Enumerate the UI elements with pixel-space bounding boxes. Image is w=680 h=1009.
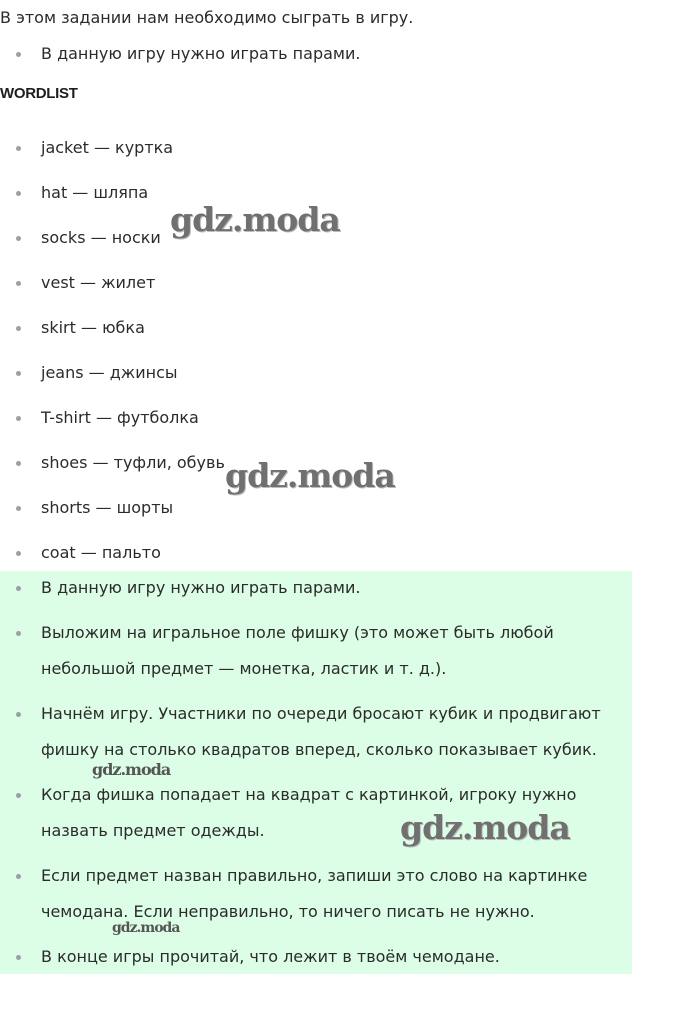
wordlist-item-text: T-shirt — футболка bbox=[41, 408, 199, 427]
bullet-dot bbox=[16, 281, 21, 286]
bullet-dot bbox=[16, 631, 21, 636]
bullet-dot bbox=[16, 586, 21, 591]
bullet-dot bbox=[16, 191, 21, 196]
wordlist-item-text: shorts — шорты bbox=[41, 498, 174, 517]
rules-item-text: Выложим на игральное поле фишку (это может быть любой bbox=[41, 623, 554, 642]
rules-item-text: Начнём игру. Участники по очереди бросают кубик и продвигают bbox=[41, 704, 601, 723]
bullet-dot bbox=[16, 874, 21, 879]
rules-item-text: Если предмет назван правильно, запиши это слово на картинке bbox=[41, 866, 588, 885]
intro-text: В этом задании нам необходимо сыграть в игру. bbox=[0, 8, 414, 27]
wordlist-item-text: shoes — туфли, обувь bbox=[41, 453, 225, 472]
rules-item-text: В данную игру нужно играть парами. bbox=[41, 578, 361, 597]
wordlist-item-text: socks — носки bbox=[41, 228, 161, 247]
rules-item-text: фишку на столько квадратов вперед, сколько показывает кубик. bbox=[41, 740, 597, 759]
wordlist-item-text: jeans — джинсы bbox=[41, 363, 178, 382]
bullet-dot bbox=[16, 146, 21, 151]
watermark: gdz.moda bbox=[225, 456, 395, 495]
bullet-dot bbox=[16, 506, 21, 511]
wordlist-item-text: skirt — юбка bbox=[41, 318, 145, 337]
wordlist-item-text: coat — пальто bbox=[41, 543, 161, 562]
bullet-dot bbox=[16, 551, 21, 556]
bullet-dot bbox=[16, 371, 21, 376]
bullet-dot bbox=[16, 236, 21, 241]
wordlist-heading: WORDLIST bbox=[0, 85, 78, 102]
bullet-dot bbox=[16, 712, 21, 717]
rules-item-text: В конце игры прочитай, что лежит в твоём чемодане. bbox=[41, 947, 500, 966]
rules-item-text: чемодана. Если неправильно, то ничего писать не нужно. bbox=[41, 902, 535, 921]
bullet-dot bbox=[16, 955, 21, 960]
wordlist-item-text: vest — жилет bbox=[41, 273, 156, 292]
rules-item-text: небольшой предмет — монетка, ластик и т. д.). bbox=[41, 659, 447, 678]
wordlist-item-text: jacket — куртка bbox=[41, 138, 174, 157]
wordlist-item-text: hat — шляпа bbox=[41, 183, 149, 202]
bullet-dot bbox=[16, 461, 21, 466]
watermark: gdz.moda bbox=[400, 808, 570, 847]
rules-item-text: назвать предмет одежды. bbox=[41, 821, 265, 840]
list-item-text: В данную игру нужно играть парами. bbox=[41, 44, 361, 63]
bullet-dot bbox=[16, 416, 21, 421]
watermark: gdz.moda bbox=[170, 200, 340, 239]
bullet-dot bbox=[16, 52, 21, 57]
bullet-dot bbox=[16, 326, 21, 331]
watermark: gdz.moda bbox=[92, 760, 171, 779]
rules-item-text: Когда фишка попадает на квадрат с картинкой, игроку нужно bbox=[41, 785, 577, 804]
watermark: gdz.moda bbox=[112, 920, 180, 936]
bullet-dot bbox=[16, 793, 21, 798]
